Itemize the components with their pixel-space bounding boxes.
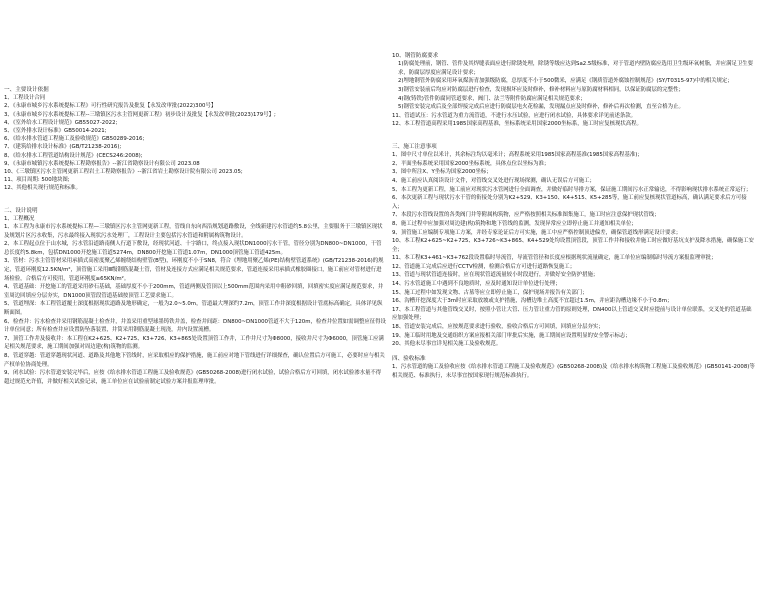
construction-item: 3、图中所注X、Y坐标为国家2000坐标； (392, 169, 492, 176)
design-paragraph: 8、管道穿越：管道穿越现状河道、道路及其他地下管线时，应采取相应的保护措施，施工前应对地下管线进行详细探查，确认位置后方可施工，必要时应与相关产权单位协商处理。 (4, 352, 385, 368)
basis-item: 9、《永康市城镇污水系统提标工程勘察报告》--浙江省勘察设计有限公司 2023.08 (4, 160, 200, 167)
construction-item: 19、施工临时用地及交通组织方案应报相关部门审批后实施，施工期间应设置明显的安全警示标志； (392, 332, 631, 339)
overview-subtitle: 1、工程概况 (4, 215, 35, 222)
construction-item: 11、本工程K3+461~K3+762段设置临时导流管，导流管管径和长度应根据现状流量确定，施工单位应编制临时导流方案报监理审批； (392, 255, 717, 262)
basis-item: 11、项目周期: 500地块图; (4, 177, 70, 184)
basis-item: 12、其他相关现行规范和标准。 (4, 185, 81, 192)
construction-item: 20、其他未尽事宜详见相关施工及验收规范。 (392, 341, 502, 348)
design-paragraph: 2、本工程起点位于山水城，污水管沿道路南侧人行道下敷设，经现状河道、十字路口，终点接入现状DN1000污水干管，管径分别为DN800~DN1000，干管总长度约5.8km，包括DN1000开挖施工管道5274m，DN800开挖施工管道1.07m，DN1000顶管施工管道425m。 (4, 241, 382, 256)
elevation-datum-note: 12、本工程管道高程采用1985国家高程基准，坐标系统采用国家2000坐标系，施工时应复核现状高程。 (392, 121, 642, 128)
construction-item: 15、施工过程中如发现文物、古墓等应立即停止施工，保护现场并报告有关部门； (392, 289, 588, 296)
basis-item: 5、《室外排水设计标准》GB50014-2021; (4, 128, 107, 135)
basis-item: 3、《永康市城乡污水系统提标工程--三墩镇区污水主管网更新工程》初步设计及批复【永发改审批(2023)179号】; (4, 111, 276, 118)
design-paragraph: 1、本工程为永康市污水系统提标工程—三墩镇区污水主管网更新工程，管线自东向西沿规划道路敷设，全线新建污水管道约5.8公里，主要服务于三墩镇区现状及规划片区污水收集，污水最终接入现状污水处理厂，工程设计主要包括污水管道和附属构筑物设计。 (4, 224, 383, 239)
construction-item: 7、本段污水管线设置的各类阀门井等附属构筑物，应严格按照相关标准图集施工，施工时应注意保护现状管线； (392, 212, 660, 219)
construction-item: 6、本次更新工程与现状污水干管的衔接处分别为K2+529、K3+150、K4+515、K5+285等，施工前应复核现状管道标高，确认满足要求后方可接入； (392, 195, 747, 210)
design-paragraph: 5、管道埋深：本工程管道覆土深度根据现状道路及地形确定，一般为2.0~5.0m，管道最大埋深约7.2m，顶管工作井深度根据设计管底标高确定，具体详见纵断面图。 (4, 301, 383, 316)
construction-notes (392, 151, 756, 349)
construction-item: 4、施工前应认真阅读设计文件，对管线交叉处进行现场探测，确认无误后方可施工； (392, 177, 595, 184)
anticorrosion-item: 1)防腐处理前，钢管、管件及其焊缝表面应进行除锈处理，除锈等级应达到Sa2.5级标准，对于管道内壁防腐应选用卫生级环氧树脂，并应满足卫生要求，防腐层厚度应满足设计要求； (398, 61, 754, 76)
design-paragraph: 6、检查井：污水检查井采用钢筋混凝土检查井，井盖采用重型球墨铸铁井盖，检查井间距：DN800~DN1000管道不大于120m，检查井位置如需调整应征得设计单位同意；所有检查井应设置防坠落装置，井筒采用钢筋混凝土现浇，井内设置流槽。 (4, 318, 386, 334)
pressure-test-note: 11、管道试压：污水管道为重力流管道，不进行水压试验，应进行闭水试验，具体要求详见前述条款。 (392, 112, 637, 119)
basis-item: 4、《室外给水工程设计规范》GB55027-2022; (4, 119, 118, 126)
design-paragraph: 4、管道基础：开挖施工的管道采用砂石基础，基础厚度不小于200mm，管道两侧及管顶以上500mm范围内采用中粗砂回填，回填密实度应满足规范要求，井室周边回填应分层夯实，DN1000顶管段管道基础按顶管工艺要求施工。 (4, 284, 384, 299)
construction-item: 5、本工程为更新工程，施工前应对现状污水管网进行全面调查，并做好临时导排方案，保证施工期间污水正常输送，不得影响现状排水系统正常运行； (392, 186, 752, 193)
construction-item: 17、本工程管道与其他管线交叉时，按照小管让大管、压力管让重力管的原则处理，DN400以上管道交叉时应提前与设计单位联系，交叉处的管道基础应加强处理； (392, 306, 752, 322)
section2-title: 二、设计说明 (4, 207, 38, 214)
basis-item: 2、《永康市城乡污水系统提标工程》可行性研究报告及批复【永发改审批(2022)300号】 (4, 103, 217, 110)
construction-item: 1、图中尺寸单位以米计，其余标注均以毫米计；高程系统采用1985国家高程基准(1985国家高程基准)； (392, 152, 643, 159)
basis-list (4, 102, 386, 192)
construction-item: 8、施工过程中应加强对周边建(构)筑物和地下管线的监测，发现异常应立即停止施工并通知相关单位； (392, 220, 637, 227)
section1-title: 一、主要设计依据 (4, 87, 49, 93)
section3-title: 三、施工注意事项 (392, 143, 437, 150)
anticorrosion-item: 5)钢管安装完成后及全部焊接完成后应进行防腐层电火花检漏，发现漏点应及时修补，修补后再次检测，直至合格为止。 (398, 104, 684, 111)
section4-title: 四、验收标准 (392, 355, 426, 362)
design-notes (4, 223, 386, 386)
construction-item: 9、顶管施工应编制专项施工方案，并经专家论证后方可实施，施工中应严格控制顶进偏差，确保管道线形满足设计要求； (392, 229, 682, 236)
construction-item: 10、本工程K2+625~K2+725、K3+726~K3+865、K4+529处均设置顶管段，顶管工作井和接收井施工时应做好基坑支护及降水措施，确保施工安全； (392, 238, 754, 253)
basis-item: 10、《三墩镇区污水主管网更新工程岩土工程勘察报告》--浙江省岩土勘察设计院有限公司 2023.05; (4, 169, 243, 176)
construction-item: 18、管道安装完成后，应按规范要求进行验收，验收合格后方可回填，回填应分层夯实； (392, 324, 604, 331)
anticorrosion-item: 3)钢管安装前后均应对防腐层进行检查，发现损坏应及时修补，修补材料应与原防腐材料相同，以保证防腐层的完整性； (398, 86, 684, 93)
left-column (4, 86, 386, 386)
anticorrosion-item: 4)钢(铸铁)管件防腐同管道要求，阀门、法兰等附件防腐应满足相关规范要求； (398, 95, 586, 102)
basis-item: 7、《建筑给排水设计标准》(GB/T21238-2016); (4, 144, 122, 151)
design-paragraph: 7、顶管工作井及接收井：本工程在K2+625、K2+725、K3+726、K3+865处设置顶管工作井，工作井尺寸为Φ8000，接收井尺寸为Φ6000，顶管施工应满足相关规范要求，施工期间加强对周边建(构)筑物的监测。 (4, 335, 384, 351)
construction-item: 2、平面坐标系统采用国家2000坐标系统，具体点位以坐标为准； (392, 160, 550, 167)
construction-item: 13、管道与现状管道连接时，应在现状管道流量较小时段进行，并做好安全防护措施； (392, 272, 599, 279)
design-paragraph: 9、闭水试验：污水管道安装完毕后，应按《给水排水管道工程施工及验收规范》(GB50268-2008)进行闭水试验，试验合格后方可回填，闭水试验渗水量不得超过规范允许值，并做好相关试验记录，施工单位应在试验前制定试验方案并报监理审批。 (4, 370, 382, 385)
basis-item: 6、《给水排水管道工程施工及验收规范》GB50289-2016; (4, 136, 145, 143)
construction-item: 14、污水管道施工中遇到不良地质时，应及时通知设计单位进行处理； (392, 281, 561, 288)
steel-anticorrosion-title: 10、钢管防腐要求 (392, 53, 439, 59)
anticorrosion-list (392, 60, 756, 112)
right-column (392, 52, 756, 380)
basis-item: 8、《给水排水工程管道结构设计规范》(CECS246:2008); (4, 152, 143, 159)
anticorrosion-item: 2)埋地钢管外防腐采用环氧煤沥青加强级防腐，总厚度不小于500微米，应满足《钢质管道外腐蚀控制规范》(SY/T0315-97)中的相关规定； (398, 78, 733, 85)
basis-contract-line: 1、工程设计合同 (4, 95, 46, 102)
acceptance-item: 1、污水管道的施工及验收应按《给水排水管道工程施工及验收规范》(GB50268-2008)及《给水排水构筑物工程施工及验收规范》(GB50141-2008)等相关规范、标准执行，未尽事宜按国家现行规范标准执行。 (392, 364, 755, 379)
construction-item: 16、沟槽开挖深度大于3m时应采取放坡或支护措施，沟槽边堆土高度不宜超过1.5m，并应距沟槽边缘不小于0.8m； (392, 298, 673, 305)
design-paragraph: 3、管材：污水主管管材采用承插式高密度聚乙烯缠绕结构壁管(B型)，环刚度不小于SN8，符合《埋地用聚乙烯(PE)结构壁管道系统》(GB/T21238-2016)的规定，管道环刚度12.5KN/m²，顶管施工采用Ⅲ级钢筋混凝土管，管材及连接方式应满足相关规范要求，管道连接采用承插式橡胶圈接口，施工前应对管材进行进场检验，合格后方可使用，管道环刚度≥65KN/m²。 (4, 258, 384, 282)
construction-item: 12、管道施工完成后应进行CCTV检测，检测合格后方可进行道路恢复施工； (392, 263, 576, 270)
